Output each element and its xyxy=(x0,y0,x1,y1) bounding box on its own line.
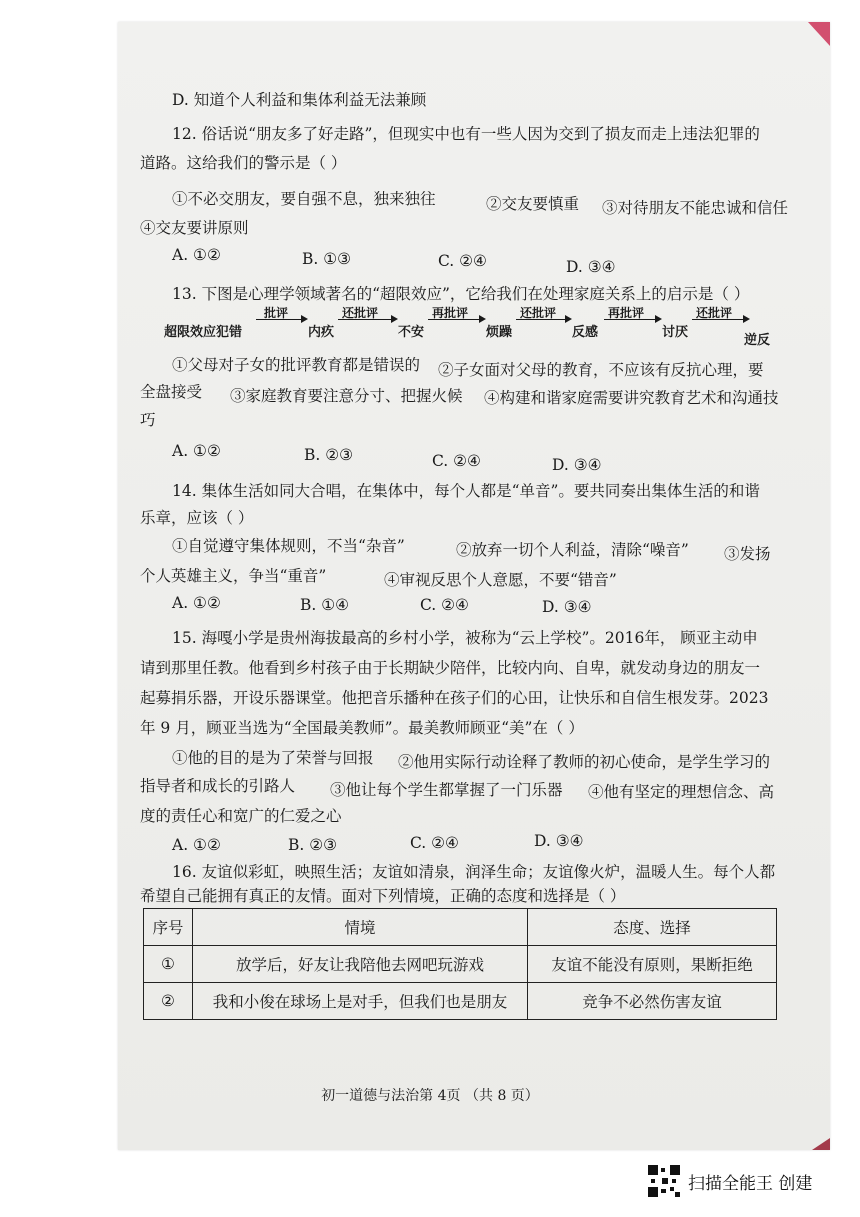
q15-option-c: C. ②④ xyxy=(410,834,459,852)
flow-node: 烦躁 xyxy=(486,325,513,340)
q14-option-d: D. ③④ xyxy=(542,598,592,616)
table-cell: 友谊不能没有原则，果断拒绝 xyxy=(528,946,777,983)
qr-code-icon xyxy=(648,1165,680,1197)
q14-option-b: B. ①④ xyxy=(300,596,350,614)
q15-item: 指导者和成长的引路人 xyxy=(140,777,296,795)
table-header: 情境 xyxy=(193,909,528,946)
q14-item: 个人英雄主义，争当“重音” xyxy=(140,567,327,585)
q13-item: ③家庭教育要注意分寸、把握火候 xyxy=(230,387,463,405)
q15-item: ③他让每个学生都掌握了一门乐器 xyxy=(330,781,563,799)
q13-item: ④构建和谐家庭需要讲究教育艺术和沟通技 xyxy=(484,389,779,407)
q15-stem-cont: 年 9 月，顾亚当选为“全国最美教师”。最美教师顾亚“美”在（ ） xyxy=(140,719,584,737)
flow-arrow xyxy=(428,306,484,321)
q16-stem: 16. 友谊似彩虹，映照生活；友谊如清泉，润泽生命；友谊像火炉，温暖人生。每个人都 xyxy=(172,863,776,881)
flow-arrow xyxy=(256,306,306,321)
q12-item: ①不必交朋友，要自强不息，独来独往 xyxy=(172,190,436,208)
watermark-text: 扫描全能王 创建 xyxy=(688,1173,813,1194)
q15-option-d: D. ③④ xyxy=(534,832,584,850)
flow-arrow-label: 还批评 xyxy=(520,306,557,320)
q15-option-a: A. ①② xyxy=(172,836,221,854)
situation-table xyxy=(143,908,777,1020)
q14-item: ④审视反思个人意愿，不要“错音” xyxy=(384,571,617,589)
q14-option-a: A. ①② xyxy=(172,594,221,612)
q15-item: ①他的目的是为了荣誉与回报 xyxy=(172,749,374,767)
q14-stem-cont: 乐章，应该（ ） xyxy=(140,509,254,527)
q14-stem: 14. 集体生活如同大合唱，在集体中，每个人都是“单音”。要共同奏出集体生活的和谐 xyxy=(172,482,760,500)
q13-item: ①父母对子女的批评教育都是错误的 xyxy=(172,356,421,374)
q12-option-d: D. ③④ xyxy=(566,258,616,276)
flow-arrow-label: 再批评 xyxy=(432,306,469,320)
q12-stem-cont: 道路。这给我们的警示是（ ） xyxy=(140,154,347,172)
flow-node: 逆反 xyxy=(744,333,771,348)
q12-option-b: B. ①③ xyxy=(302,250,352,268)
q15-stem: 15. 海嘎小学是贵州海拔最高的乡村小学，被称为“云上学校”。2016年， 顾亚主动申 xyxy=(172,629,758,647)
q11-option-d: D. 知道个人利益和集体利益无法兼顾 xyxy=(172,91,427,109)
q12-option-a: A. ①② xyxy=(172,246,221,264)
table-cell: 放学后，好友让我陪他去网吧玩游戏 xyxy=(193,946,528,983)
q14-item: ③发扬 xyxy=(724,545,771,563)
table-row xyxy=(144,946,777,983)
flow-arrow xyxy=(604,306,660,321)
q12-item: ④交友要讲原则 xyxy=(140,219,249,237)
q12-item: ③对待朋友不能忠诚和信任 xyxy=(602,199,789,217)
page-footer: 初一道德与法治第 4页 （共 8 页） xyxy=(321,1088,539,1104)
flow-arrow xyxy=(516,306,570,321)
q13-option-d: D. ③④ xyxy=(552,456,602,474)
q13-item: ②子女面对父母的教育，不应该有反抗心理，要 xyxy=(438,361,764,379)
flow-arrow xyxy=(692,306,748,321)
q14-item: ①自觉遵守集体规则，不当“杂音” xyxy=(172,537,405,555)
q16-stem-cont: 希望自己能拥有真正的友情。面对下列情境，正确的态度和选择是（ ） xyxy=(140,887,626,905)
q14-item: ②放弃一切个人利益，清除“噪音” xyxy=(456,541,689,559)
flow-arrow-label: 还批评 xyxy=(342,306,379,320)
q14-option-c: C. ②④ xyxy=(420,596,469,614)
q15-item: 度的责任心和宽广的仁爱之心 xyxy=(140,807,342,825)
table-cell: ② xyxy=(144,983,193,1020)
q13-item: 全盘接受 xyxy=(140,383,203,401)
superlimit-flow-diagram xyxy=(164,306,784,348)
q15-stem-cont: 起募捐乐器，开设乐器课堂。他把音乐播种在孩子们的心田，让快乐和自信生根发芽。2023 xyxy=(140,689,769,707)
flow-arrow-label: 再批评 xyxy=(608,306,645,320)
flow-node: 内疚 xyxy=(308,325,335,340)
scanner-watermark xyxy=(648,1163,812,1199)
q12-item: ②交友要慎重 xyxy=(486,195,580,213)
q12-option-c: C. ②④ xyxy=(438,252,487,270)
q13-stem: 13. 下图是心理学领域著名的“超限效应”，它给我们在处理家庭关系上的启示是（ ） xyxy=(172,285,750,303)
q15-option-b: B. ②③ xyxy=(288,836,338,854)
q13-item: 巧 xyxy=(140,411,156,429)
flow-node: 不安 xyxy=(398,325,425,340)
q15-item: ④他有坚定的理想信念、高 xyxy=(588,783,775,801)
table-header: 态度、选择 xyxy=(528,909,777,946)
table-cell: 我和小俊在球场上是对手，但我们也是朋友 xyxy=(193,983,528,1020)
q15-item: ②他用实际行动诠释了教师的初心使命，是学生学习的 xyxy=(398,753,771,771)
q13-option-a: A. ①② xyxy=(172,442,221,460)
corner-mark-bottom xyxy=(812,1138,830,1150)
table-row xyxy=(144,983,777,1020)
flow-arrow xyxy=(338,306,396,321)
table-cell: 竞争不必然伤害友谊 xyxy=(528,983,777,1020)
flow-node: 超限效应犯错 xyxy=(164,325,243,340)
q15-stem-cont: 请到那里任教。他看到乡村孩子由于长期缺少陪伴，比较内向、自卑，就发动身边的朋友一 xyxy=(140,659,761,677)
q12-stem: 12. 俗话说“朋友多了好走路”，但现实中也有一些人因为交到了损友而走上违法犯罪的 xyxy=(172,125,760,143)
corner-mark xyxy=(808,22,830,46)
table-header: 序号 xyxy=(144,909,193,946)
flow-node: 反感 xyxy=(572,325,599,340)
table-header-row xyxy=(144,909,777,946)
q13-option-c: C. ②④ xyxy=(432,452,481,470)
flow-arrow-label: 批评 xyxy=(264,306,289,320)
flow-node: 讨厌 xyxy=(662,325,689,340)
q13-option-b: B. ②③ xyxy=(304,446,354,464)
flow-arrow-label: 还批评 xyxy=(696,306,733,320)
table-cell: ① xyxy=(144,946,193,983)
